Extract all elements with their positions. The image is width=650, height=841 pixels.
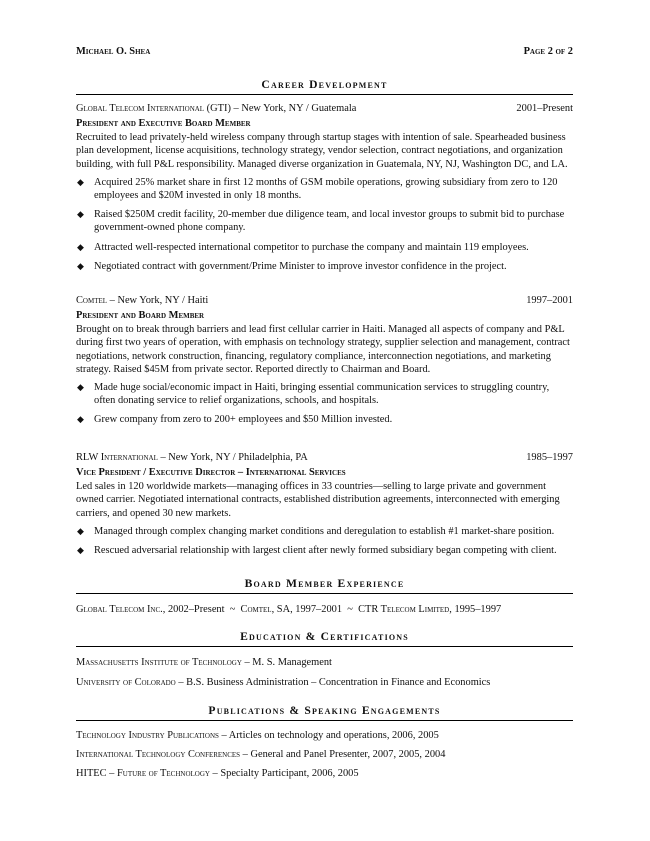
publication-line [76, 767, 573, 780]
education-line [76, 676, 573, 689]
board-org: Comtel [240, 604, 272, 615]
job-entry [76, 294, 573, 433]
job-entry [76, 451, 573, 563]
list-item [76, 525, 573, 538]
board-list [76, 603, 573, 616]
publication-line [76, 729, 573, 742]
diamond-icon: ◆ [77, 525, 84, 536]
bullet-text: Acquired 25% market share in first 12 months of GSM mobile operations, growing subsidiary from zero to 120 employees and $20M invested in only 18 months. [94, 176, 558, 202]
job-description: Led sales in 120 worldwide markets—managing offices in 33 countries—selling to large private and government owned carrier. Negotiated international contracts, established distribution agreements, interconnected with emerging carriers, and opened 30 new markets. [76, 481, 560, 519]
board-detail: , 1995–1997 [449, 604, 502, 615]
bullet-text: Rescued adversarial relationship with largest client after newly formed subsidiary began competing with client. [94, 545, 557, 557]
education-detail: – B.S. Business Administration – Concentration in Finance and Economics [175, 677, 491, 689]
job-role: President and Board Member [76, 310, 205, 321]
job-org-line [76, 294, 573, 308]
bullet-text: Made huge social/economic impact in Haiti, bringing essential communication services to struggling country, often donating service to relief organizations, schools, and hospitals. [94, 382, 550, 407]
publication-detail: – Articles on technology and operations, 2006, 2005 [218, 730, 439, 741]
education-org: Massachusetts Institute of Technology [76, 657, 242, 668]
list-item [76, 413, 573, 426]
job-location: – New York, NY / Philadelphia, PA [157, 452, 308, 463]
job-org: RLW International [76, 452, 158, 463]
diamond-icon: ◆ [77, 241, 84, 252]
job-org-line [76, 102, 573, 116]
job-bullets [76, 525, 573, 557]
job-role: President and Executive Board Member [76, 118, 251, 129]
job-dates: 1997–2001 [526, 295, 573, 306]
education-line [76, 656, 573, 669]
board-detail: , 2002–Present [162, 604, 225, 615]
board-org: Global Telecom Inc. [76, 604, 163, 615]
publication-line [76, 748, 573, 761]
list-item [76, 208, 573, 234]
job-org: Comtel [76, 295, 108, 306]
publication-detail: – Specialty Participant, 2006, 2005 [209, 768, 359, 780]
education-list [76, 656, 573, 689]
job-dates: 2001–Present [516, 103, 573, 114]
list-item [76, 381, 573, 407]
section-title-publications: Publications & Speaking Engagements [76, 704, 573, 721]
list-item [76, 260, 573, 273]
section-title-board: Board Member Experience [76, 577, 573, 594]
separator: ~ [229, 604, 236, 615]
publication-org: HITEC – Future of Technology [76, 768, 210, 780]
publications-list [76, 729, 573, 781]
board-line [76, 603, 573, 616]
job-description: Recruited to lead privately-held wireless company through startup stages with intention of sale. Spearheaded business plan development, license acquisitions, technology strategy, vendor selection, contract negotiations, and organization building, with full P&L responsibility. Managed diverse organization in Guatemala, NY, NJ, Washington DC, and LA. [76, 132, 568, 170]
bullet-text: Grew company from zero to 200+ employees and $50 Million invested. [94, 414, 393, 426]
job-dates: 1985–1997 [526, 452, 573, 463]
diamond-icon: ◆ [77, 260, 84, 271]
job-org: Global Telecom International (GTI) [76, 103, 231, 114]
job-description: Brought on to break through barriers and lead first cellular carrier in Haiti. Managed all aspects of company and P&L during first two years of operation, with emphasis on technology strategy, supplier selection and management, contract negotiations, network construction, financing, regulatory compliance, interconnection negotiations, and marketing strategy. Raised $45M from private sector. Reported directly to Chairman and Board. [76, 324, 570, 375]
job-bullets [76, 381, 573, 427]
list-item [76, 544, 573, 557]
job-entry [76, 102, 573, 279]
publication-org: Technology Industry Publications [76, 730, 219, 741]
bullet-text: Managed through complex changing market conditions and deregulation to establish #1 market-share position. [94, 525, 555, 537]
page-number: Page 2 of 2 [523, 46, 573, 57]
education-org: University of Colorado [76, 677, 176, 689]
section-title-career: Career Development [76, 78, 573, 95]
job-location: – New York, NY / Haiti [107, 295, 209, 306]
candidate-name: Michael O. Shea [76, 46, 151, 57]
diamond-icon: ◆ [77, 176, 84, 187]
job-role: Vice President / Executive Director – International Services [76, 467, 346, 478]
publication-org: International Technology Conferences [76, 749, 241, 761]
job-bullets [76, 176, 573, 273]
section-title-education: Education & Certifications [76, 630, 573, 647]
diamond-icon: ◆ [77, 209, 84, 220]
list-item [76, 176, 573, 202]
diamond-icon: ◆ [77, 382, 84, 393]
bullet-text: Raised $250M credit facility, 20-member due diligence team, and local investor groups to submit bid to purchase government-owned phone company. [94, 209, 565, 234]
diamond-icon: ◆ [77, 414, 84, 425]
separator: ~ [347, 604, 353, 615]
publication-detail: – General and Panel Presenter, 2007, 2005, 2004 [240, 749, 446, 761]
diamond-icon: ◆ [77, 545, 84, 556]
list-item [76, 241, 573, 254]
bullet-text: Negotiated contract with government/Prime Minister to improve investor confidence in the project. [94, 260, 507, 272]
education-detail: – M. S. Management [241, 657, 332, 668]
bullet-text: Attracted well-respected international competitor to purchase the company and maintain 119 employees. [94, 241, 529, 253]
board-org: CTR Telecom Limited [358, 604, 450, 615]
job-org-line [76, 451, 573, 465]
job-location: – New York, NY / Guatemala [230, 103, 357, 114]
board-detail: , SA, 1997–2001 [271, 604, 343, 615]
